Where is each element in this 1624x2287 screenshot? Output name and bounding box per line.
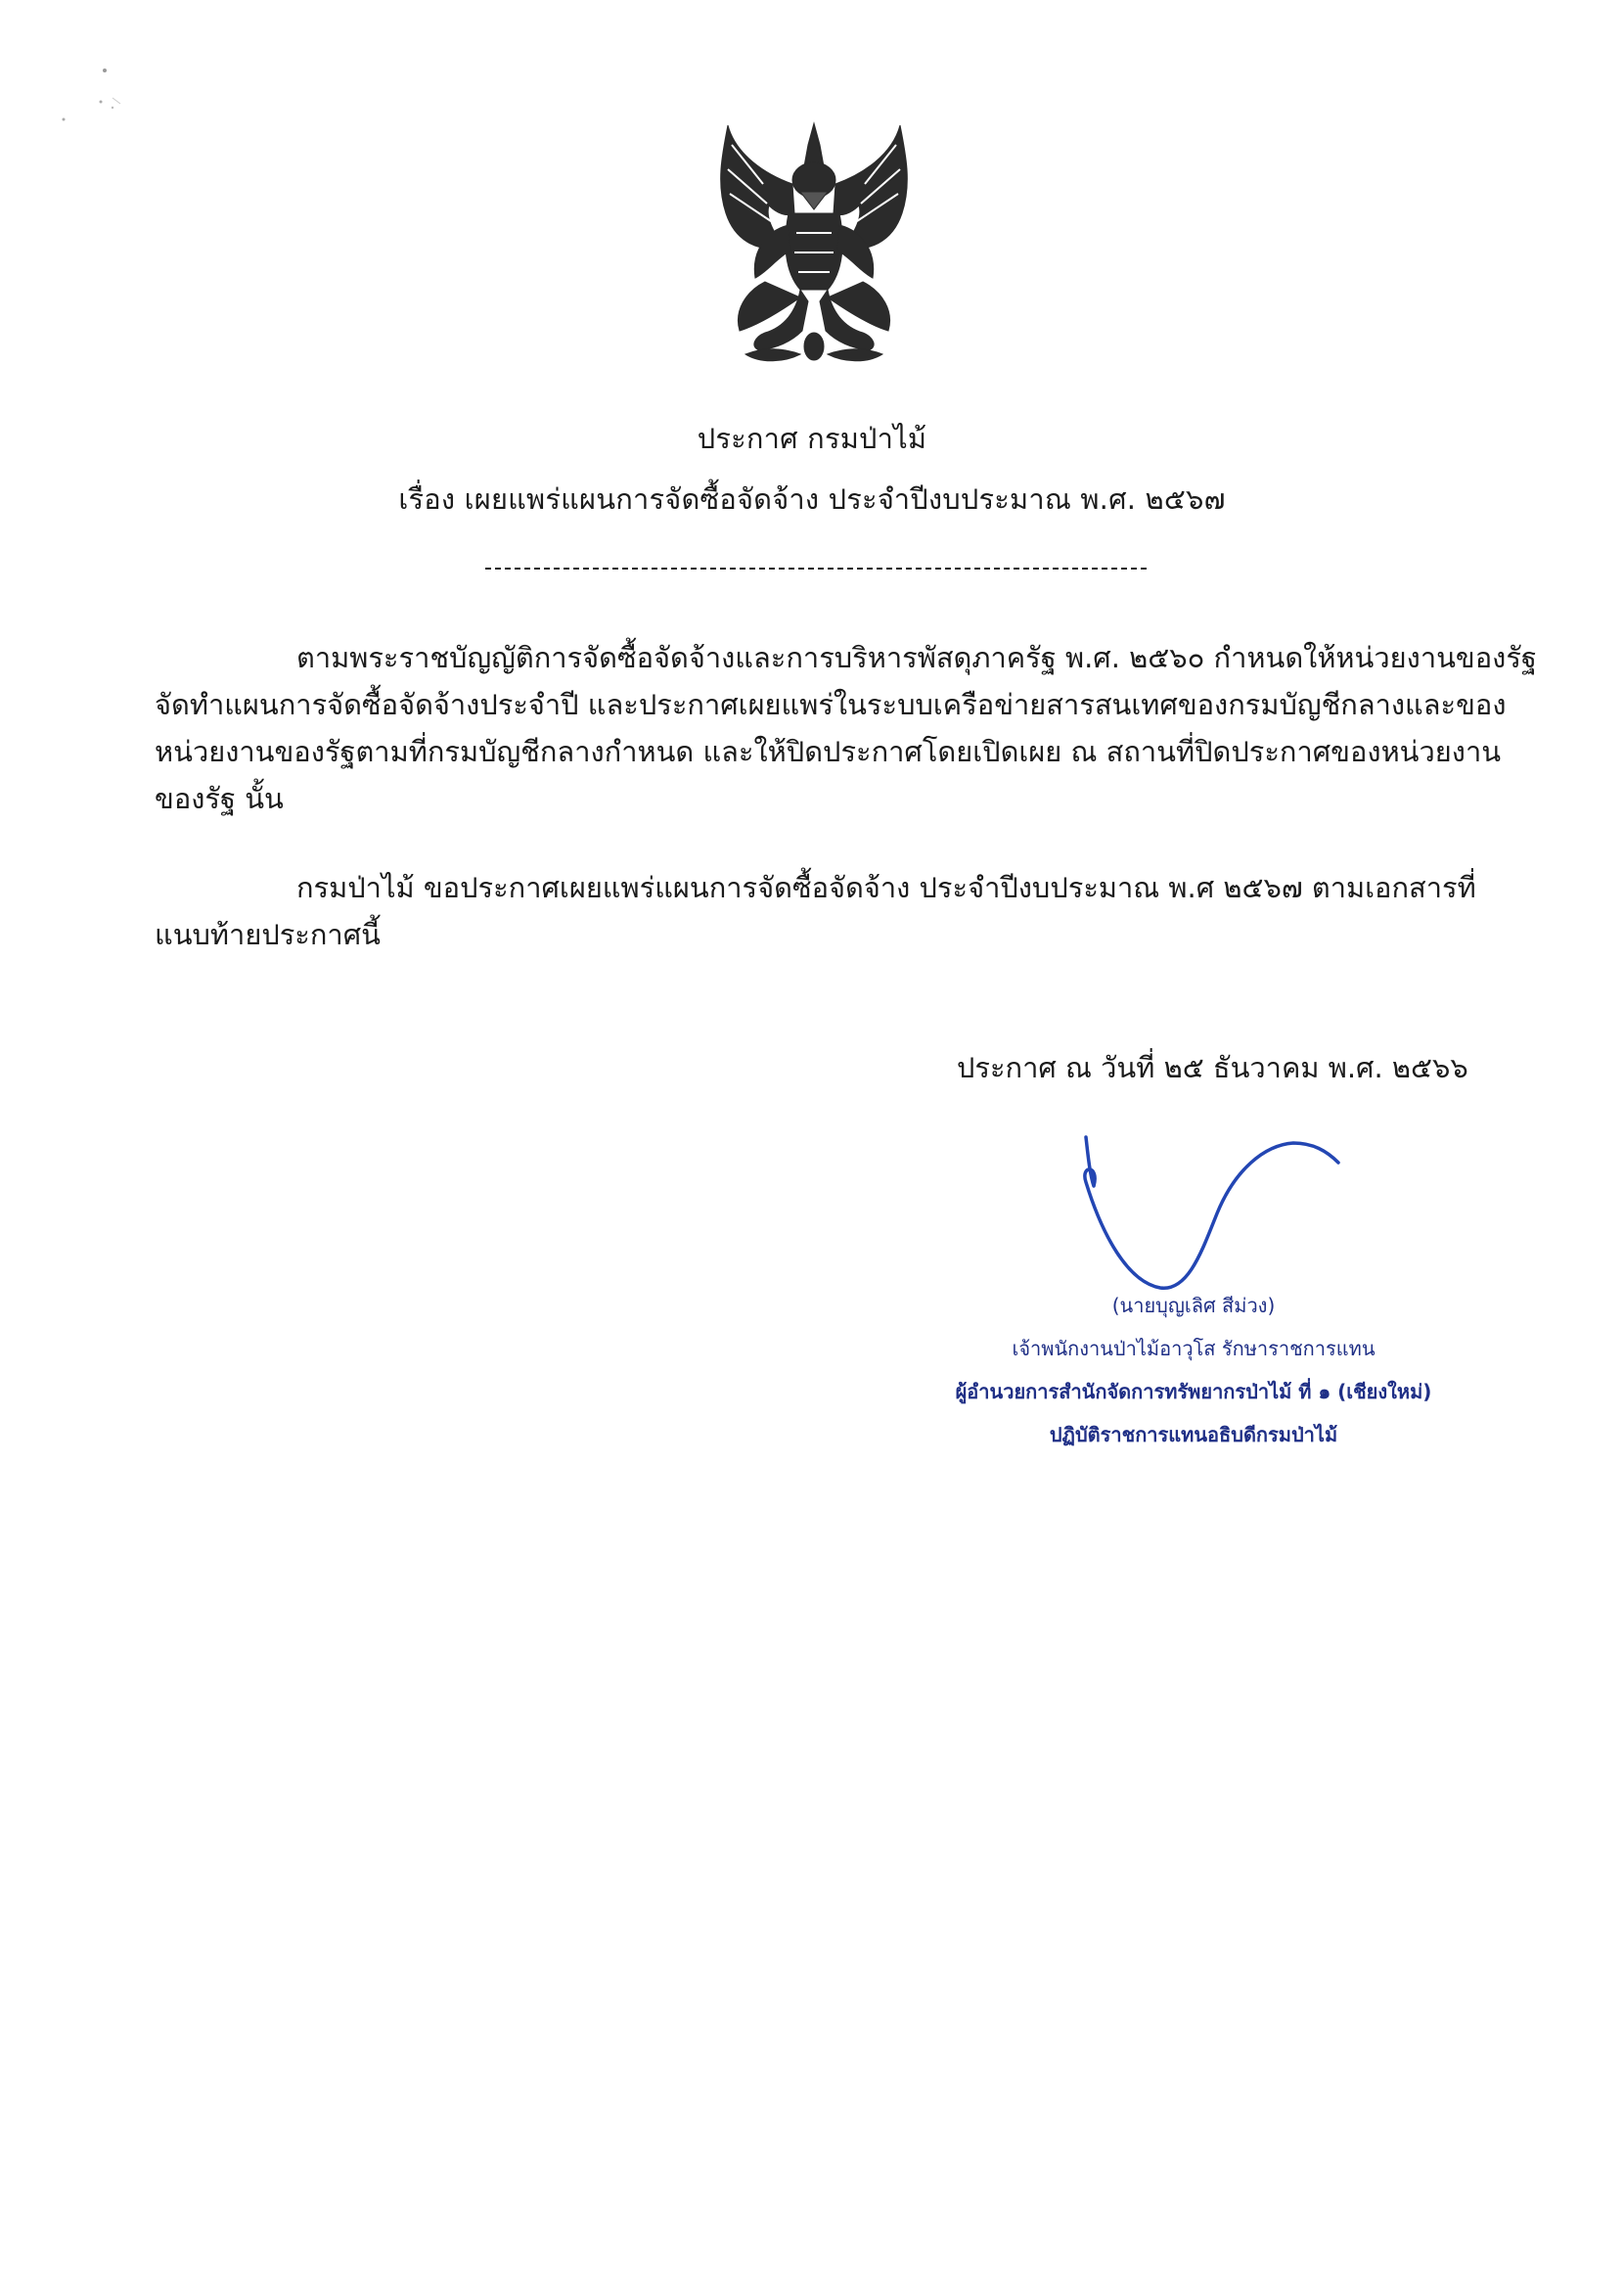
paragraph-line: ของรัฐ นั้น [155, 782, 284, 815]
signatory-position: ผู้อำนวยการสำนักจัดการทรัพยากรป่าไม้ ที่ ๑ (เชียงใหม่) [955, 1380, 1432, 1403]
garuda-emblem-icon [706, 115, 922, 372]
paragraph-line: แนบท้ายประกาศนี้ [155, 918, 381, 951]
paragraph-line: กรมป่าไม้ ขอประกาศเผยแพร่แผนการจัดซื้อจัดจ้าง ประจำปีงบประมาณ พ.ศ ๒๕๖๗ ตามเอกสารที่ [296, 871, 1476, 904]
announcement-heading: ประกาศ กรมป่าไม้ [697, 422, 927, 455]
announcement-subject: เรื่อง เผยแพร่แผนการจัดซื้อจัดจ้าง ประจำปีงบประมาณ พ.ศ. ๒๕๖๗ [398, 482, 1226, 516]
scan-noise [54, 59, 132, 127]
signatory-block [939, 1284, 1448, 1456]
signatory-name: (นายบุญเลิศ สีม่วง) [1111, 1294, 1276, 1317]
dashed-divider [485, 568, 1147, 570]
paragraph-line: หน่วยงานของรัฐตามที่กรมบัญชีกลางกำหนด และให้ปิดประกาศโดยเปิดเผย ณ สถานที่ปิดประกาศของหน่วยงาน [155, 735, 1502, 768]
paragraph-line: ตามพระราชบัญญัติการจัดซื้อจัดจ้างและการบริหารพัสดุภาครัฐ พ.ศ. ๒๕๖๐ กำหนดให้หน่วยงานของรัฐ [296, 641, 1537, 674]
signatory-authority: ปฏิบัติราชการแทนอธิบดีกรมป่าไม้ [1049, 1423, 1338, 1446]
handwritten-signature [1072, 1135, 1356, 1292]
body-paragraph-2 [155, 864, 1475, 958]
announcement-date: ประกาศ ณ วันที่ ๒๕ ธันวาคม พ.ศ. ๒๕๖๖ [957, 1051, 1468, 1084]
body-paragraph-1 [155, 634, 1537, 822]
paragraph-line: จัดทำแผนการจัดซื้อจัดจ้างประจำปี และประกาศเผยแพร่ในระบบเครือข่ายสารสนเทศของกรมบัญชีกลางและของ [155, 688, 1507, 721]
signatory-title: เจ้าพนักงานป่าไม้อาวุโส รักษาราชการแทน [1012, 1337, 1376, 1360]
